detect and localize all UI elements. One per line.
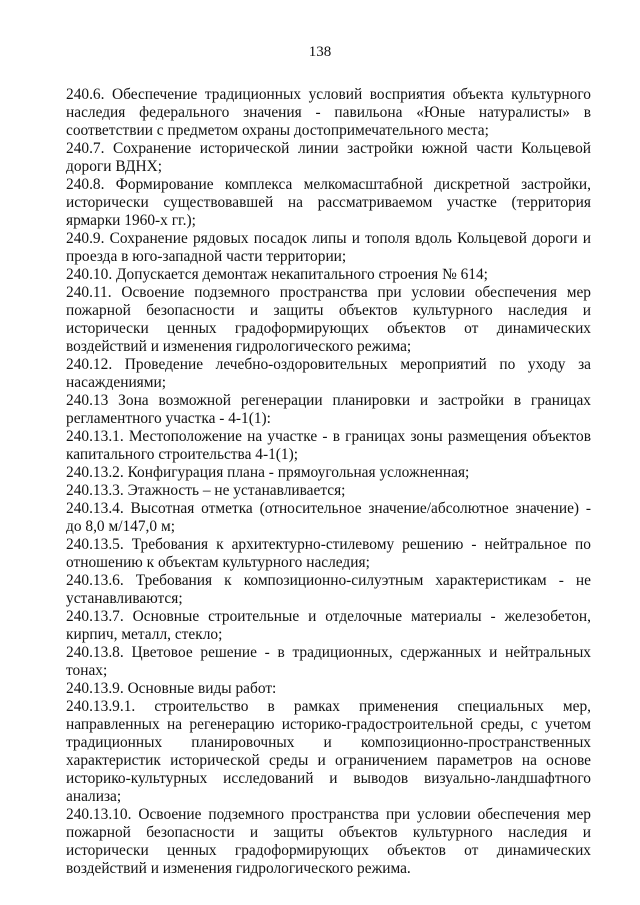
paragraph-240-11: 240.11. Освоение подземного пространства при условии обеспечения мер пожарной безопасности и защиты объектов культурного наследия и исторически ценных градоформирующих объектов от динамических воздействий и изменения гидрологического режима; — [66, 284, 591, 355]
paragraph-240-10: 240.10. Допускается демонтаж некапитального строения № 614; — [66, 266, 488, 283]
paragraph-240-13-9: 240.13.9. Основные виды работ: — [66, 680, 277, 697]
paragraph-240-13-7: 240.13.7. Основные строительные и отделочные материалы - железобетон, кирпич, металл, стекло; — [66, 608, 591, 643]
paragraph-240-13-3: 240.13.3. Этажность – не устанавливается; — [66, 482, 346, 499]
paragraph-240-13-9-1: 240.13.9.1. строительство в рамках применения специальных мер, направленных на регенерацию историко-градостроительной среды, с учетом традиционных планировочных и композиционно-пространственных характеристик исторической среды и ограничением параметров на основе историко-культурных исследований и выводов визуально-ландшафтного анализа; — [66, 698, 591, 805]
page-number: 138 — [308, 44, 332, 60]
paragraph-240-13-6: 240.13.6. Требования к композиционно-силуэтным характеристикам - не устанавливаются; — [66, 572, 591, 607]
paragraph-240-13-2: 240.13.2. Конфигурация плана - прямоугольная усложненная; — [66, 464, 470, 481]
paragraph-240-7: 240.7. Сохранение исторической линии застройки южной части Кольцевой дороги ВДНХ; — [66, 140, 591, 175]
paragraph-240-13: 240.13 Зона возможной регенерации планировки и застройки в границах регламентного участка - 4-1(1): — [66, 392, 591, 427]
paragraph-240-13-1: 240.13.1. Местоположение на участке - в границах зоны размещения объектов капитального строительства 4-1(1); — [66, 428, 591, 463]
paragraph-240-8: 240.8. Формирование комплекса мелкомасштабной дискретной застройки, исторически существовавшей на рассматриваемом участке (территория ярмарки 1960-х гг.); — [66, 176, 591, 229]
paragraph-240-6: 240.6. Обеспечение традиционных условий восприятия объекта культурного наследия федерального значения - павильона «Юные натуралисты» в соответствии с предметом охраны достопримечательного места; — [66, 86, 591, 139]
paragraph-240-9: 240.9. Сохранение рядовых посадок липы и тополя вдоль Кольцевой дороги и проезда в юго-западной части территории; — [66, 230, 591, 265]
paragraph-240-13-5: 240.13.5. Требования к архитектурно-стилевому решению - нейтральное по отношению к объектам культурного наследия; — [66, 536, 591, 571]
paragraph-240-13-8: 240.13.8. Цветовое решение - в традиционных, сдержанных и нейтральных тонах; — [66, 644, 591, 679]
paragraph-240-12: 240.12. Проведение лечебно-оздоровительных мероприятий по уходу за насаждениями; — [66, 356, 591, 391]
paragraph-240-13-4: 240.13.4. Высотная отметка (относительное значение/абсолютное значение) - до 8,0 м/147,0 м; — [66, 500, 591, 535]
paragraph-240-13-10: 240.13.10. Освоение подземного пространства при условии обеспечения мер пожарной безопасности и защиты объектов культурного наследия и исторически ценных градоформирующих объектов от динамических воздействий и изменения гидрологического режима. — [66, 806, 591, 877]
document-body — [66, 86, 591, 878]
